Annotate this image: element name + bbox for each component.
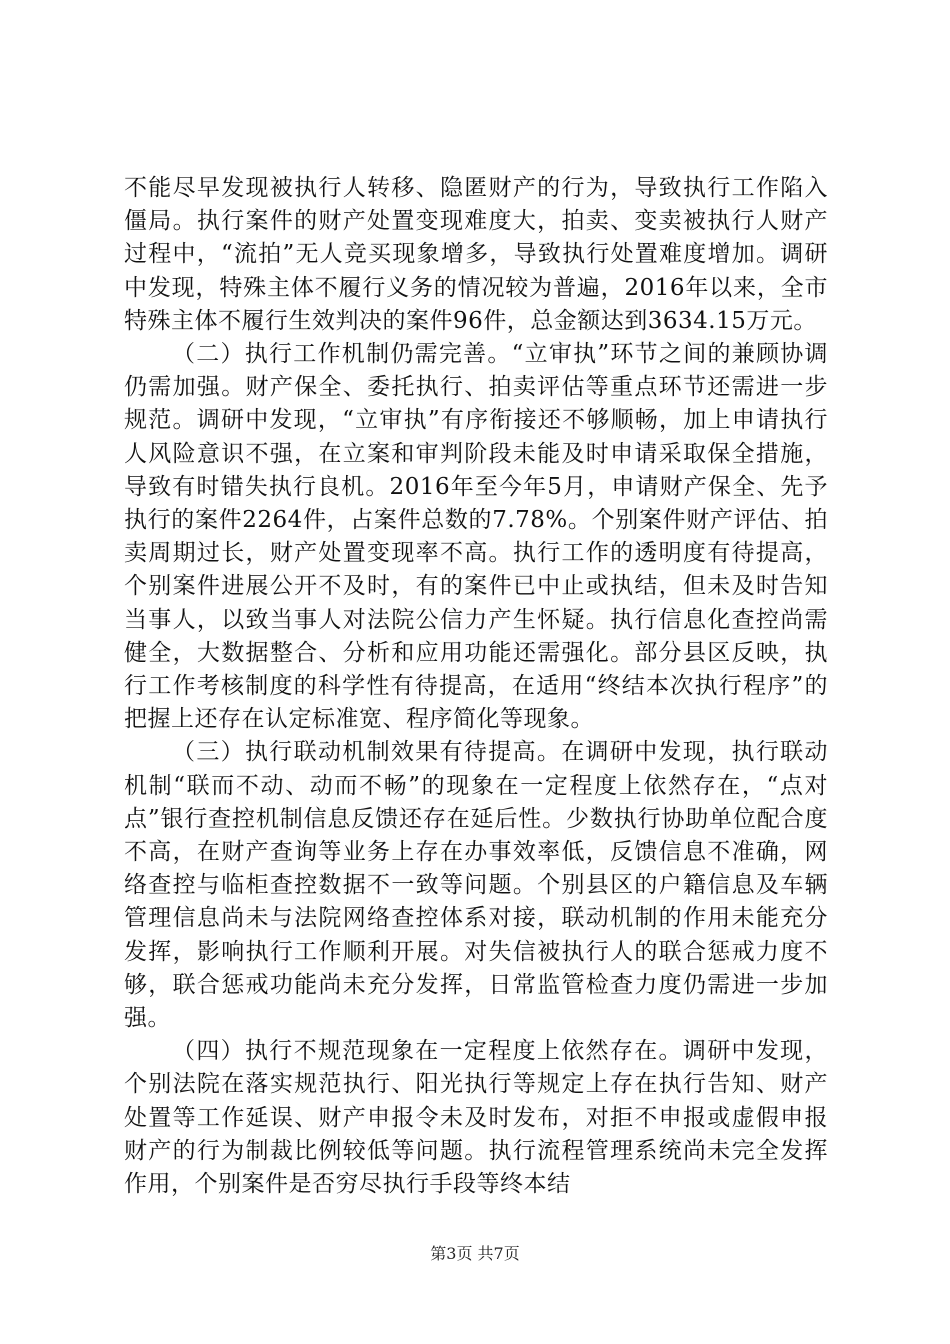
paragraph-4: （四）执行不规范现象在一定程度上依然存在。调研中发现，个别法院在落实规范执行、阳光执行等规定上存在执行告知、财产处置等工作延误、财产申报令未及时发布，对拒不申报或虚假申报财产的行为制裁比例较低等问题。执行流程管理系统尚未完全发挥作用，个别案件是否穷尽执行手段等终本结 [124, 1038, 828, 1198]
paragraph-1: 不能尽早发现被执行人转移、隐匿财产的行为，导致执行工作陷入僵局。执行案件的财产处置变现难度大，拍卖、变卖被执行人财产过程中，“流拍”无人竞买现象增多，导致执行处置难度增加。调研中发现，特殊主体不履行义务的情况较为普遍，2016年以来，全市特殊主体不履行生效判决的案件96件，总金额达到3634.15万元。 [124, 175, 828, 334]
paragraph-3: （三）执行联动机制效果有待提高。在调研中发现，执行联动机制“联而不动、动而不畅”的现象在一定程度上依然存在，“点对点”银行查控机制信息反馈还存在延后性。少数执行协助单位配合度不高，在财产查询等业务上存在办事效率低，反馈信息不准确，网络查控与临柜查控数据不一致等问题。个别县区的户籍信息及车辆管理信息尚未与法院网络查控体系对接，联动机制的作用未能充分发挥，影响执行工作顺利开展。对失信被执行人的联合惩戒力度不够，联合惩戒功能尚未充分发挥，日常监管检查力度仍需进一步加强。 [124, 739, 828, 1032]
page-number-footer: 第3页 共7页 [430, 1244, 520, 1263]
document-body [124, 172, 828, 1201]
paragraph-2: （二）执行工作机制仍需完善。“立审执”环节之间的兼顾协调仍需加强。财产保全、委托执行、拍卖评估等重点环节还需进一步规范。调研中发现，“立审执”有序衔接还不够顺畅，加上申请执行人风险意识不强，在立案和审判阶段未能及时申请采取保全措施，导致有时错失执行良机。2016年至今年5月，申请财产保全、先予执行的案件2264件，占案件总数的7.78%。个别案件财产评估、拍卖周期过长，财产处置变现率不高。执行工作的透明度有待提高，个别案件进展公开不及时，有的案件已中止或执结，但未及时告知当事人，以致当事人对法院公信力产生怀疑。执行信息化查控尚需健全，大数据整合、分析和应用功能还需强化。部分县区反映，执行工作考核制度的科学性有待提高，在适用“终结本次执行程序”的把握上还存在认定标准宽、程序简化等现象。 [124, 341, 828, 733]
